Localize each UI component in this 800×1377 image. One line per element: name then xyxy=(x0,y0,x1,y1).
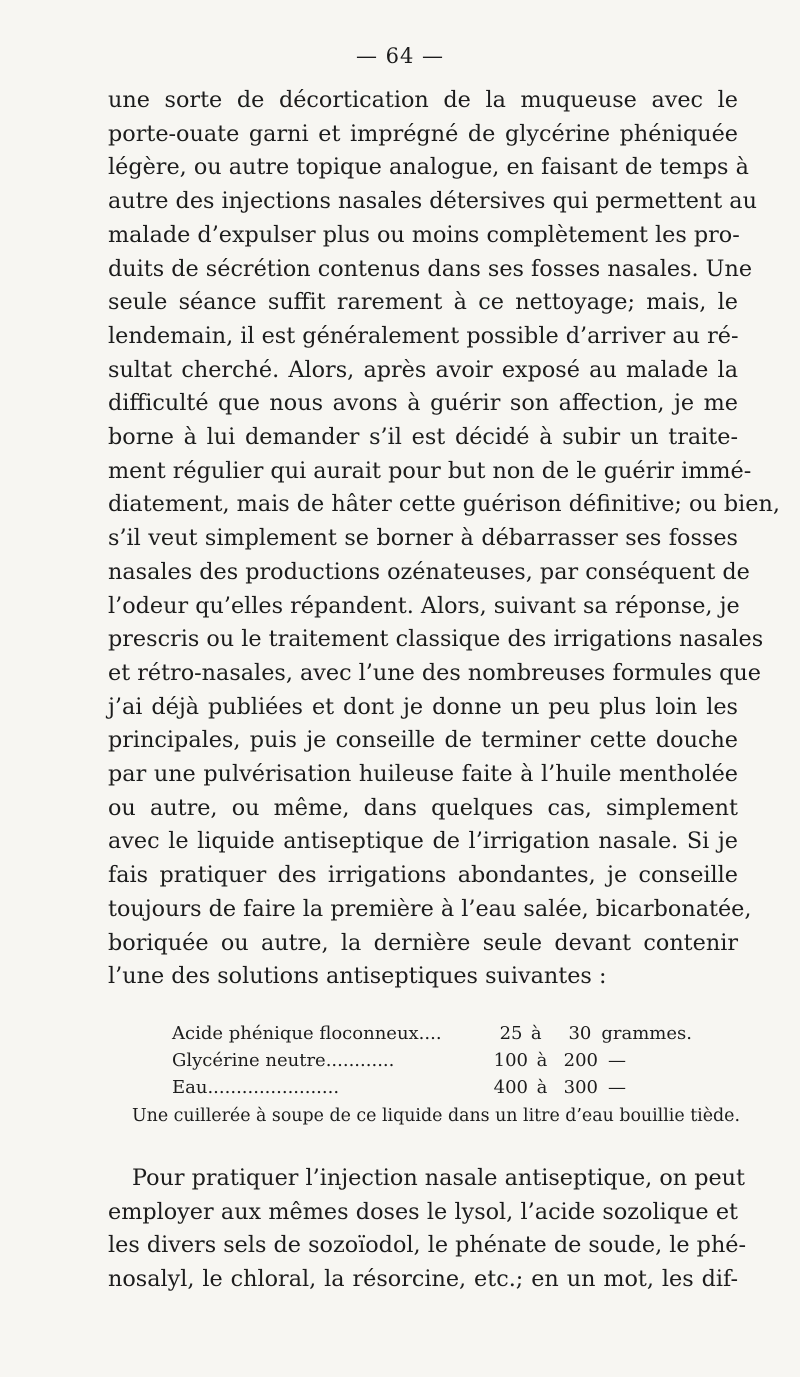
text-line: employer aux mêmes doses le lysol, l’acide sozolique et xyxy=(108,1198,738,1225)
text-line: sultat cherché. Alors, après avoir exposé au malade la xyxy=(108,356,738,383)
formula-sep: à xyxy=(536,1050,548,1071)
text-line: prescris ou le traitement classique des irrigations nasales xyxy=(108,626,764,653)
formula-ing: Glycérine neutre............ xyxy=(172,1050,395,1071)
text-line: ment régulier qui aurait pour but non de le guérir immé- xyxy=(108,457,752,484)
text-line: fais pratiquer des irrigations abondantes, je conseille xyxy=(108,862,738,889)
formula-unit: — xyxy=(608,1050,626,1071)
formula-row xyxy=(172,1074,692,1101)
formula-sep: à xyxy=(530,1023,542,1044)
text-line: autre des injections nasales détersives qui permettent au xyxy=(108,188,757,215)
formula-sep: à xyxy=(536,1077,548,1098)
text-line: l’odeur qu’elles répandent. Alors, suivant sa réponse, je xyxy=(108,592,740,619)
formula-q1: 400 xyxy=(493,1077,528,1098)
text-line: une sorte de décortication de la muqueuse avec le xyxy=(108,87,738,113)
paragraph-1 xyxy=(108,84,780,994)
text-line: porte-ouate garni et imprégné de glycérine phéniquée xyxy=(108,120,738,147)
text-line: les divers sels de sozoïodol, le phénate de soude, le phé- xyxy=(108,1232,747,1259)
formula-q2: 300 xyxy=(563,1077,598,1098)
formula-instruction: Une cuillerée à soupe de ce liquide dans un litre d’eau bouillie tiède. xyxy=(132,1106,740,1126)
text-line: nosalyl, le chloral, la résorcine, etc.; en un mot, les dif- xyxy=(108,1266,738,1293)
text-line: s’il veut simplement se borner à débarrasser ses fosses xyxy=(108,525,738,552)
formula-q2: 200 xyxy=(563,1050,598,1071)
page-number: — 64 — xyxy=(355,44,445,68)
text-line: avec le liquide antiseptique de l’irrigation nasale. Si je xyxy=(108,828,738,855)
formula-q1: 100 xyxy=(493,1050,528,1071)
text-line: ou autre, ou même, dans quelques cas, simplement xyxy=(108,794,738,821)
text-line: difficulté que nous avons à guérir son affection, je me xyxy=(108,390,738,417)
text-line: diatement, mais de hâter cette guérison définitive; ou bien, xyxy=(108,491,780,518)
formula-q2: 30 xyxy=(568,1023,592,1044)
text-line: toujours de faire la première à l’eau salée, bicarbonatée, xyxy=(108,895,752,922)
paragraph-2 xyxy=(108,1162,747,1297)
text-line: duits de sécrétion contenus dans ses fosses nasales. Une xyxy=(108,255,753,282)
text-line: lendemain, il est généralement possible d’arriver au ré- xyxy=(108,322,739,349)
text-line: nasales des productions ozénateuses, par conséquent de xyxy=(108,558,750,585)
text-line: malade d’expulser plus ou moins complètement les pro- xyxy=(108,221,740,248)
text-line: principales, puis je conseille de terminer cette douche xyxy=(108,727,738,754)
formula-table xyxy=(172,1020,692,1101)
formula-row xyxy=(172,1020,692,1047)
text-line: j’ai déjà publiées et dont je donne un peu plus loin les xyxy=(108,693,738,720)
formula-ing: Acide phénique floconneux.... xyxy=(172,1023,442,1044)
formula-unit: grammes. xyxy=(601,1023,692,1044)
text-line: par une pulvérisation huileuse faite à l’huile mentholée xyxy=(108,761,738,788)
text-line: légère, ou autre topique analogue, en faisant de temps à xyxy=(108,154,749,181)
text-line: seule séance suffit rarement à ce nettoyage; mais, le xyxy=(108,289,738,316)
text-line: borne à lui demander s’il est décidé à subir un traite- xyxy=(108,424,738,451)
text-line: et rétro-nasales, avec l’une des nombreuses formules que xyxy=(108,659,761,686)
formula-row xyxy=(172,1047,692,1074)
formula-ing: Eau....................... xyxy=(172,1077,340,1098)
text-line: l’une des solutions antiseptiques suivantes : xyxy=(108,963,607,990)
text-line: boriquée ou autre, la dernière seule devant contenir xyxy=(108,929,738,956)
formula-unit: — xyxy=(608,1077,626,1098)
text-line: Pour pratiquer l’injection nasale antiseptique, on peut xyxy=(132,1165,746,1191)
formula-q1: 25 xyxy=(499,1023,523,1044)
